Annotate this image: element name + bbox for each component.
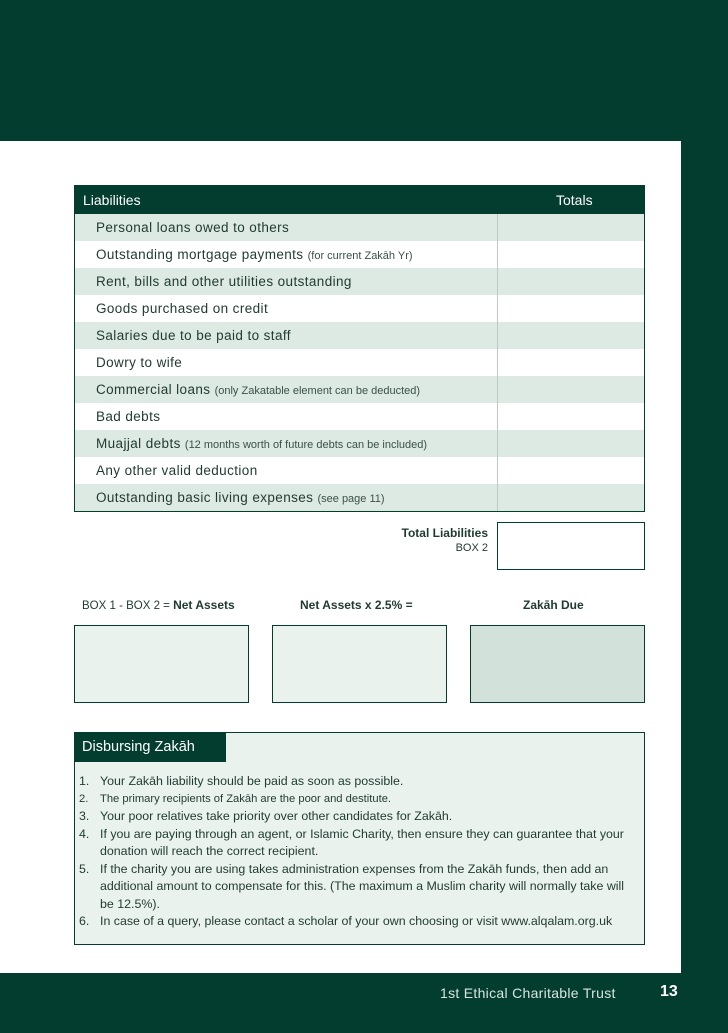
table-row [75, 484, 644, 511]
row-label: Rent, bills and other utilities outstanding [96, 274, 352, 289]
percent-box[interactable] [272, 625, 447, 703]
row-label: Salaries due to be paid to staff [96, 328, 291, 343]
box-2-label: BOX 2 [455, 542, 488, 554]
table-row [75, 349, 644, 376]
footer-org: 1st Ethical Charitable Trust [440, 985, 616, 1001]
total-liabilities-box[interactable] [497, 522, 645, 570]
disbursing-title-tab [75, 733, 226, 762]
row-label: Dowry to wife [96, 355, 183, 370]
list-item [79, 913, 641, 931]
row-label: Outstanding mortgage payments [96, 247, 304, 262]
list-number: 4. [79, 826, 90, 841]
row-label: Bad debts [96, 409, 161, 424]
amount-cell[interactable] [497, 268, 645, 295]
list-item [79, 808, 641, 826]
footer-band [0, 973, 728, 1033]
amount-cell[interactable] [497, 403, 645, 430]
disbursing-list [79, 773, 641, 931]
disbursing-panel [74, 732, 645, 945]
header-band [0, 0, 728, 141]
list-text: Your Zakāh liability should be paid as soon as possible. [100, 774, 404, 788]
net-assets-label [82, 598, 235, 612]
liabilities-table [74, 185, 645, 512]
amount-cell[interactable] [497, 322, 645, 349]
amount-cell[interactable] [497, 484, 645, 511]
list-text: The primary recipients of Zakāh are the poor and destitute. [100, 792, 392, 805]
table-row [75, 322, 644, 349]
row-note: (12 months worth of future debts can be included) [184, 439, 428, 451]
box-formula: BOX 1 - BOX 2 = [82, 600, 174, 612]
amount-cell[interactable] [497, 457, 645, 484]
list-item [79, 826, 641, 861]
list-number: 2. [79, 792, 89, 805]
table-row [75, 241, 644, 268]
list-text: Your poor relatives take priority over other candidates for Zakāh. [100, 809, 453, 823]
list-text: In case of a query, please contact a scholar of your own choosing or visit www.alqalam.org.uk [100, 914, 613, 928]
net-assets-title: Net Assets [173, 598, 235, 612]
zakah-due-label: Zakāh Due [523, 598, 584, 612]
disbursing-title: Disbursing Zakāh [82, 739, 195, 755]
row-label: Personal loans owed to others [96, 220, 290, 235]
list-number: 6. [79, 914, 90, 928]
row-label: Any other valid deduction [96, 463, 258, 478]
page-number: 13 [660, 983, 678, 1000]
zakah-due-box[interactable] [470, 625, 645, 703]
side-strip [681, 141, 728, 973]
liabilities-title: Liabilities [83, 192, 141, 208]
amount-cell[interactable] [497, 214, 645, 241]
row-note: (see page 11) [317, 493, 385, 505]
net-assets-box[interactable] [74, 625, 249, 703]
liabilities-header [75, 186, 644, 214]
row-note: (only Zakatable element can be deducted) [214, 385, 421, 397]
row-label: Muajjal debts [96, 436, 181, 451]
amount-cell[interactable] [497, 241, 645, 268]
percent-label: Net Assets x 2.5% = [300, 598, 413, 612]
table-row [75, 430, 644, 457]
list-item [79, 773, 641, 791]
list-item [79, 791, 641, 809]
total-liabilities-label: Total Liabilities [401, 526, 488, 540]
amount-cell[interactable] [497, 430, 645, 457]
list-text: If the charity you are using takes administration expenses from the Zakāh funds, then add an additional amount to compensate for this. (The maximum a Muslim charity will normally take will be 12.5%). [100, 861, 625, 911]
amount-cell[interactable] [497, 295, 645, 322]
table-row [75, 457, 644, 484]
row-label: Goods purchased on credit [96, 301, 269, 316]
table-row [75, 214, 644, 241]
row-label: Commercial loans [96, 382, 211, 397]
table-row [75, 403, 644, 430]
list-text: If you are paying through an agent, or Islamic Charity, then ensure they can guarantee that your donation will reach the correct recipient. [100, 826, 624, 858]
table-row [75, 268, 644, 295]
table-row [75, 295, 644, 322]
list-number: 5. [79, 861, 90, 876]
list-number: 1. [79, 774, 90, 788]
amount-cell[interactable] [497, 349, 645, 376]
table-row [75, 376, 644, 403]
row-label: Outstanding basic living expenses [96, 490, 314, 505]
amount-cell[interactable] [497, 376, 645, 403]
totals-title: Totals [556, 192, 593, 208]
list-number: 3. [79, 809, 90, 823]
list-item [79, 861, 641, 914]
row-note: (for current Zakāh Yr) [307, 250, 413, 262]
